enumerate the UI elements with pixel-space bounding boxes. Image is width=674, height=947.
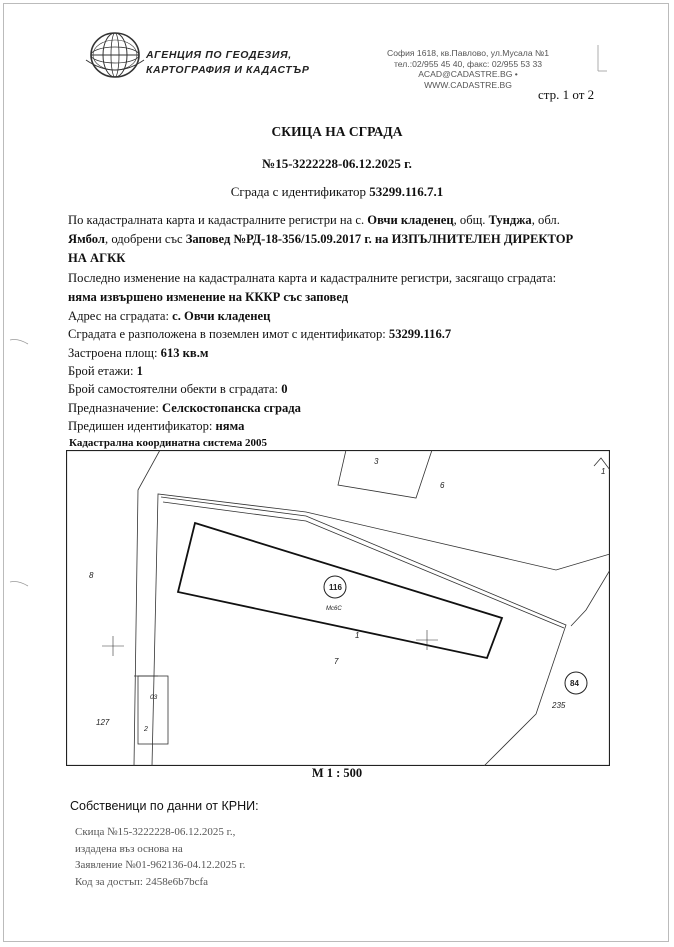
globe-icon — [84, 30, 146, 80]
coordinate-system-label: Кадастрална координатна система 2005 — [69, 437, 267, 449]
intro-order: Заповед №РД-18-356/15.09.2017 г. на ИЗПЪЛНИТЕЛЕН ДИРЕКТОР — [185, 232, 574, 246]
intro-line-1 — [68, 213, 560, 228]
parcel-label: Сградата е разположена в поземлен имот с идентификатор: — [68, 327, 389, 341]
block-number: 116 — [329, 583, 342, 592]
footer-access-code: Код за достъп: 2458e6b7bcfa — [75, 876, 209, 888]
map-scale: М 1 : 500 — [311, 766, 363, 780]
cadastral-map — [66, 450, 610, 766]
address-row — [68, 309, 270, 324]
neighbour-block-number: 84 — [570, 679, 579, 688]
margin-mark — [8, 336, 30, 348]
last-change-value: няма извършено изменение на КККР със заповед — [68, 290, 349, 304]
intro-village: Овчи кладенец — [367, 213, 454, 227]
parcel-row — [68, 327, 451, 342]
purpose-label: Предназначение: — [68, 401, 162, 415]
identifier-label: Сграда с идентификатор — [230, 184, 370, 199]
agency-name — [146, 48, 309, 78]
footer-line-2: издадена въз основа на — [75, 843, 183, 855]
agency-contact — [378, 48, 558, 90]
prev-id-label: Предишен идентификатор: — [68, 419, 216, 433]
map-label: 1 — [601, 467, 606, 476]
document-title: СКИЦА НА СГРАДА — [271, 124, 403, 139]
address-label: Адрес на сградата: — [68, 309, 173, 323]
area-value: 613 кв.м — [160, 346, 209, 360]
address-value: с. Овчи кладенец — [172, 309, 271, 323]
intro-line-2 — [68, 232, 573, 247]
owners-title: Собственици по данни от КРНИ: — [70, 799, 259, 813]
units-value: 0 — [281, 382, 288, 396]
building-identifier-line — [0, 184, 674, 200]
area-row — [68, 346, 208, 361]
purpose-row — [68, 401, 301, 416]
units-label: Брой самостоятелни обекти в сградата: — [68, 382, 282, 396]
intro-text: , общ. — [453, 213, 489, 227]
floors-label: Брой етажи: — [68, 364, 137, 378]
prev-id-value: няма — [215, 419, 245, 433]
intro-region: Ямбол — [68, 232, 106, 246]
contact-phone: тел.:02/955 45 40, факс: 02/955 53 33 — [393, 58, 543, 69]
contact-address: София 1618, кв.Павлово, ул.Мусала №1 — [387, 48, 549, 58]
margin-mark — [594, 45, 608, 75]
units-row — [68, 382, 287, 397]
identifier-value: 53299.116.7.1 — [369, 184, 444, 199]
map-label: 2 — [144, 726, 148, 733]
contact-web: ACAD@CADASTRE.BG • WWW.CADASTRE.BG — [418, 69, 518, 90]
intro-text: По кадастралната карта и кадастралните регистри на с. — [68, 213, 368, 227]
map-label: 6 — [440, 481, 445, 490]
agency-line-1: АГЕНЦИЯ ПО ГЕОДЕЗИЯ, — [146, 49, 292, 61]
intro-text: , обл. — [531, 213, 560, 227]
purpose-value: Селскостопанска сграда — [162, 401, 301, 415]
footer-line-3: Заявление №01-962136-04.12.2025 г. — [75, 859, 246, 871]
intro-line-3: НА АГКК — [68, 251, 126, 265]
map-label: 127 — [96, 718, 110, 727]
map-label: 1 — [355, 631, 360, 640]
footer-line-1: Скица №15-3222228-06.12.2025 г., — [75, 826, 236, 838]
agency-line-2: КАРТОГРАФИЯ И КАДАСТЪР — [146, 64, 310, 76]
floors-row — [68, 364, 143, 379]
floors-value: 1 — [136, 364, 143, 378]
page-number: стр. 1 от 2 — [538, 87, 595, 102]
map-label: 3 — [374, 457, 379, 466]
area-label: Застроена площ: — [68, 346, 161, 360]
building-code: Мс6С — [326, 606, 342, 612]
document-number: №15-3222228-06.12.2025 г. — [262, 156, 412, 171]
margin-mark — [8, 578, 30, 590]
prev-id-row — [68, 419, 244, 434]
map-label: 8 — [89, 571, 94, 580]
intro-text: , одобрени със — [105, 232, 186, 246]
last-change-label: Последно изменение на кадастралната карта и кадастралните регистри, засягащо сградата: — [68, 271, 557, 285]
intro-municipality: Тунджа — [488, 213, 532, 227]
map-label: 03 — [150, 694, 158, 701]
map-label: 235 — [552, 701, 566, 710]
map-label: 7 — [334, 657, 339, 666]
parcel-value: 53299.116.7 — [388, 327, 452, 341]
